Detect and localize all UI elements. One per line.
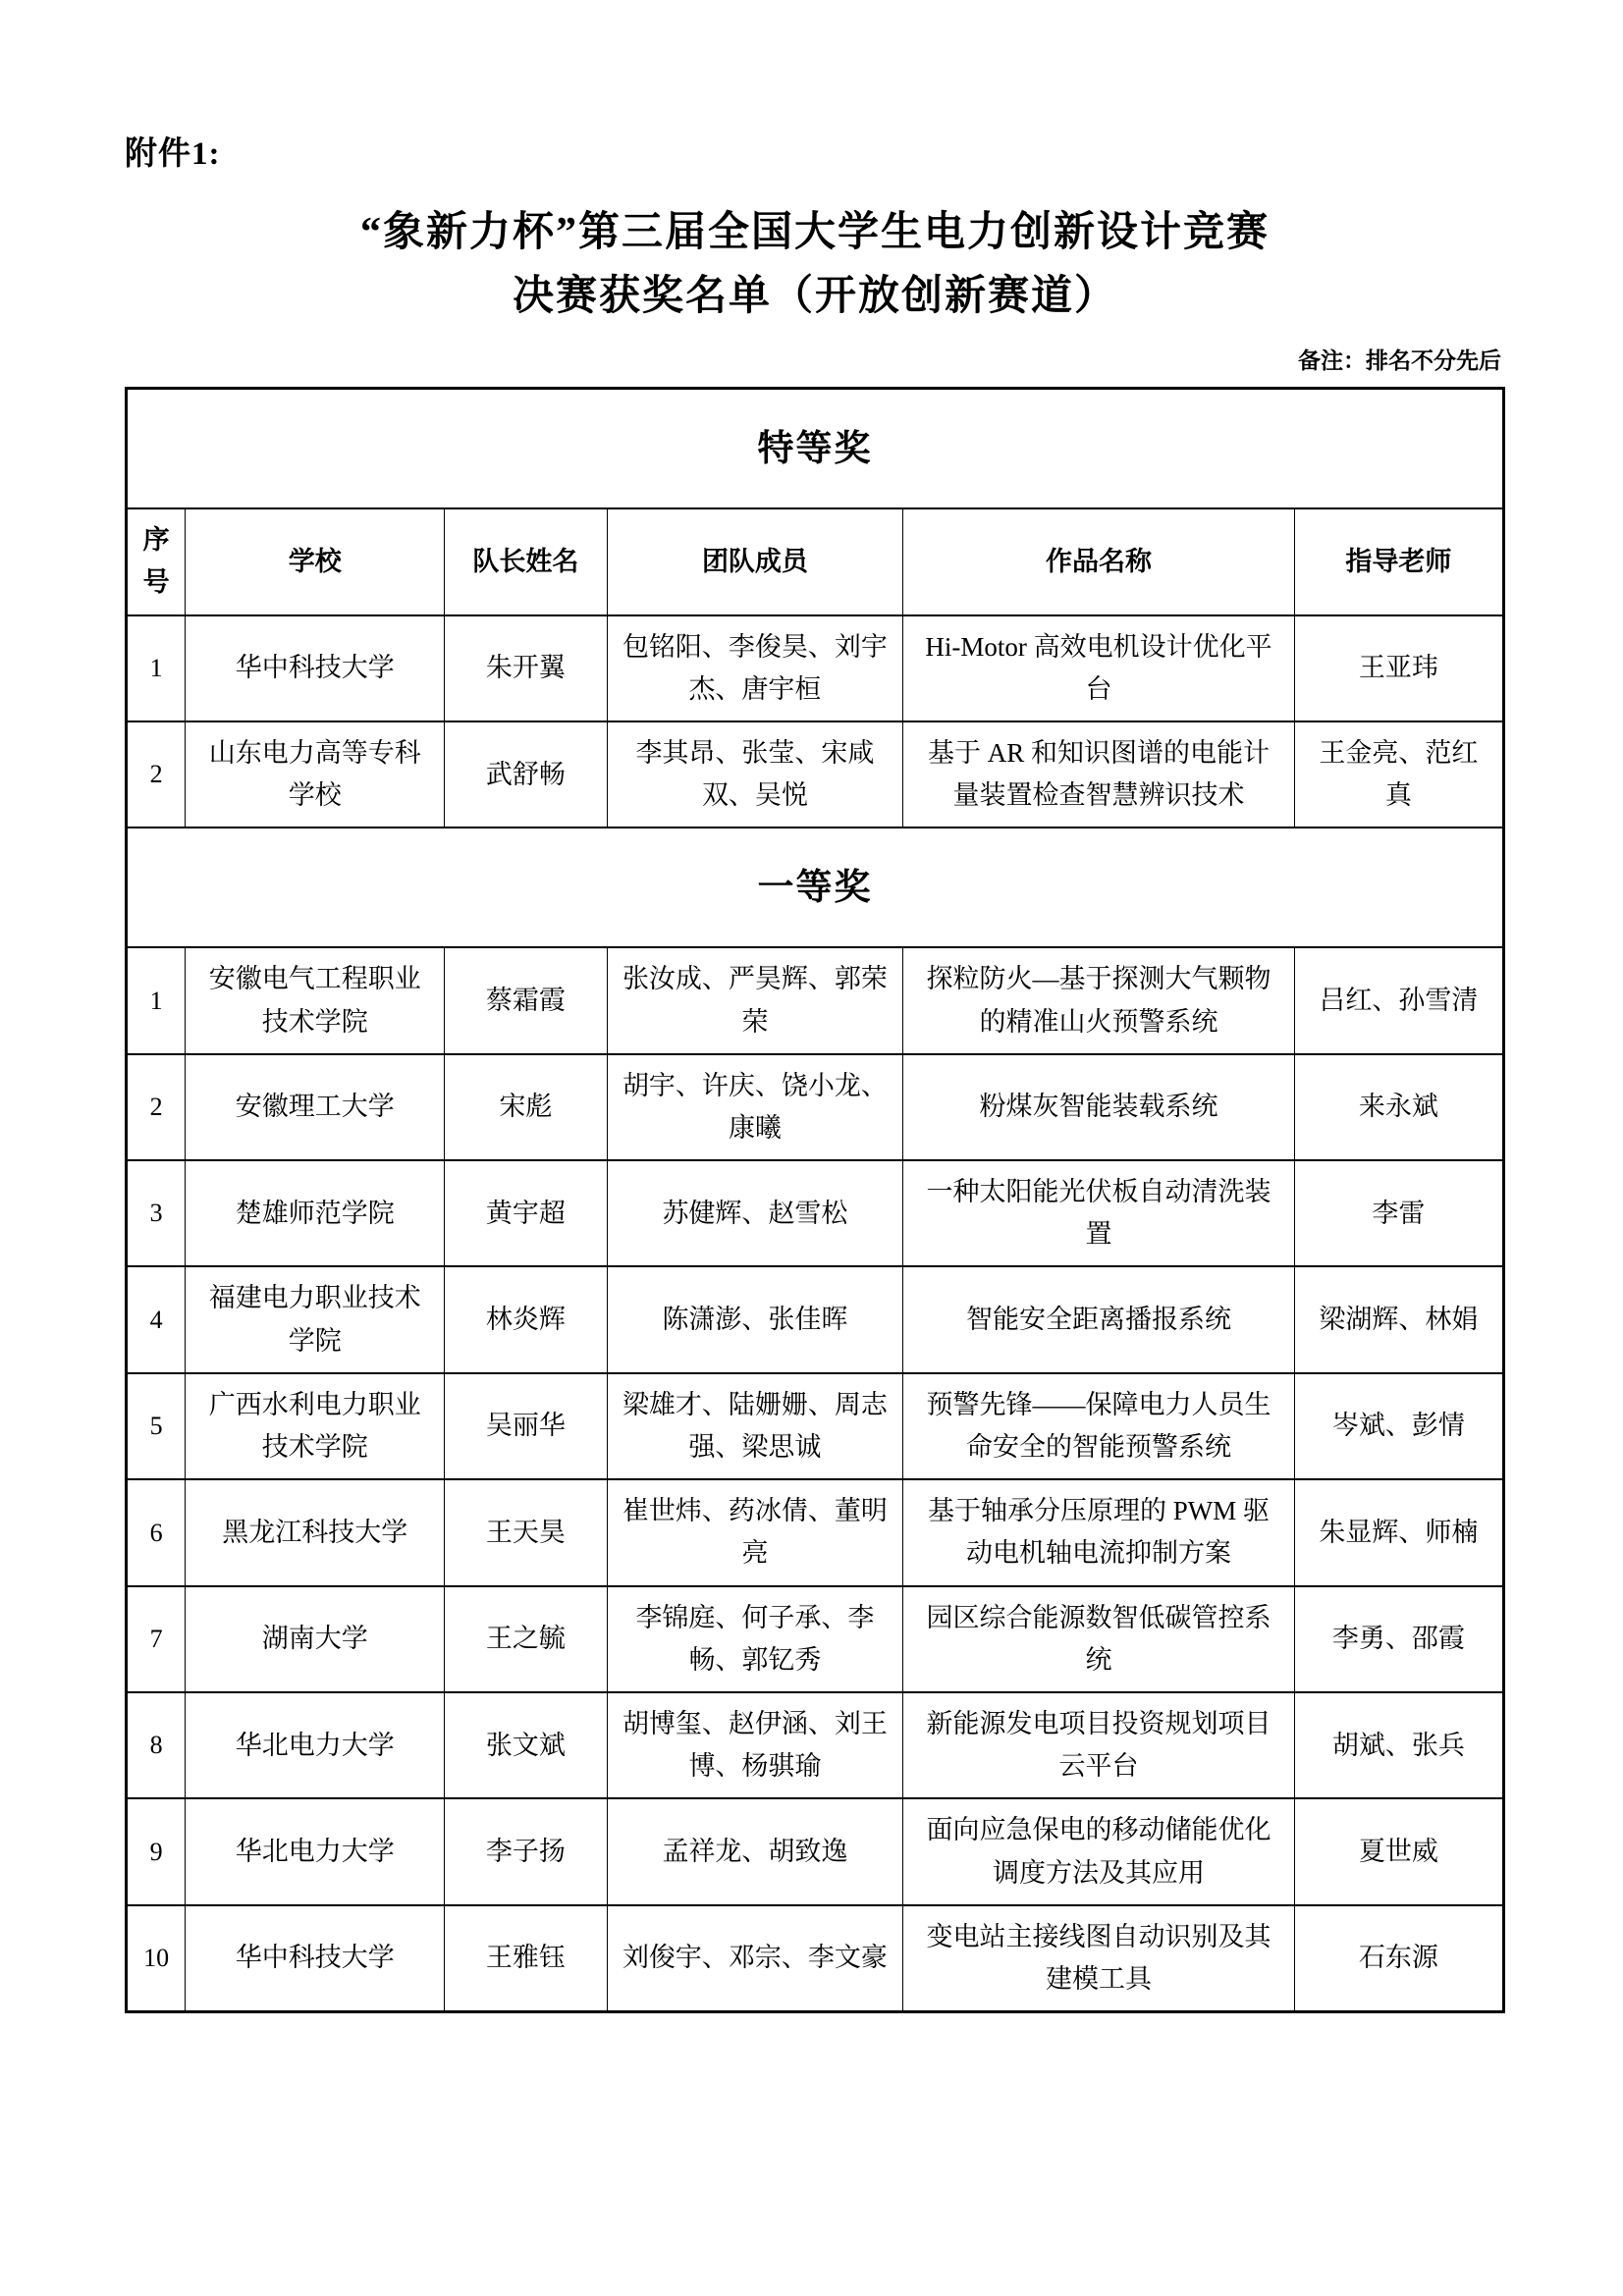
cell-school: 华中科技大学 <box>186 615 445 721</box>
cell-advisor: 梁湖辉、林娟 <box>1294 1266 1503 1372</box>
cell-no: 8 <box>127 1692 186 1798</box>
cell-advisor: 朱显辉、师楠 <box>1294 1479 1503 1585</box>
cell-leader: 张文斌 <box>445 1692 608 1798</box>
cell-members: 崔世炜、药冰倩、董明亮 <box>607 1479 903 1585</box>
cell-leader: 王天昊 <box>445 1479 608 1585</box>
column-header-advisor: 指导老师 <box>1294 508 1503 614</box>
document-title <box>125 201 1505 329</box>
table-row <box>127 1373 1504 1479</box>
cell-members: 刘俊宇、邓宗、李文豪 <box>607 1905 903 2012</box>
cell-no: 5 <box>127 1373 186 1479</box>
cell-leader: 宋彪 <box>445 1054 608 1160</box>
cell-members: 孟祥龙、胡致逸 <box>607 1798 903 1904</box>
cell-no: 4 <box>127 1266 186 1372</box>
cell-school: 华北电力大学 <box>186 1692 445 1798</box>
cell-advisor: 来永斌 <box>1294 1054 1503 1160</box>
table-row <box>127 1266 1504 1372</box>
cell-school: 广西水利电力职业技术学院 <box>186 1373 445 1479</box>
document-page <box>125 0 1505 2013</box>
cell-work: 预警先锋——保障电力人员生命安全的智能预警系统 <box>903 1373 1294 1479</box>
cell-leader: 李子扬 <box>445 1798 608 1904</box>
document-title-line1: “象新力杯”第三届全国大学生电力创新设计竞赛 <box>359 210 1270 255</box>
cell-school: 湖南大学 <box>186 1586 445 1692</box>
column-header-members: 团队成员 <box>607 508 903 614</box>
column-header-school: 学校 <box>186 508 445 614</box>
cell-work: 粉煤灰智能装载系统 <box>903 1054 1294 1160</box>
section-title: 一等奖 <box>127 828 1504 947</box>
cell-leader: 武舒畅 <box>445 721 608 828</box>
table-row <box>127 615 1504 721</box>
cell-work: 智能安全距离播报系统 <box>903 1266 1294 1372</box>
table-row <box>127 721 1504 828</box>
cell-work: 新能源发电项目投资规划项目云平台 <box>903 1692 1294 1798</box>
cell-leader: 黄宇超 <box>445 1160 608 1266</box>
cell-members: 胡宇、许庆、饶小龙、康曦 <box>607 1054 903 1160</box>
column-header-no: 序号 <box>127 508 186 614</box>
cell-members: 李其昂、张莹、宋咸双、吴悦 <box>607 721 903 828</box>
cell-advisor: 胡斌、张兵 <box>1294 1692 1503 1798</box>
awards-table <box>125 387 1505 2013</box>
cell-no: 2 <box>127 1054 186 1160</box>
cell-school: 福建电力职业技术学院 <box>186 1266 445 1372</box>
cell-no: 1 <box>127 615 186 721</box>
cell-no: 7 <box>127 1586 186 1692</box>
cell-no: 10 <box>127 1905 186 2012</box>
ranking-note: 备注：排名不分先后 <box>1298 348 1501 374</box>
cell-school: 黑龙江科技大学 <box>186 1479 445 1585</box>
cell-advisor: 石东源 <box>1294 1905 1503 2012</box>
cell-work: 变电站主接线图自动识别及其建模工具 <box>903 1905 1294 2012</box>
section-row <box>127 828 1504 947</box>
cell-members: 包铭阳、李俊昊、刘宇杰、唐宇桓 <box>607 615 903 721</box>
cell-leader: 王雅钰 <box>445 1905 608 2012</box>
table-row <box>127 1586 1504 1692</box>
cell-school: 山东电力高等专科学校 <box>186 721 445 828</box>
column-header-row <box>127 508 1504 614</box>
cell-no: 1 <box>127 947 186 1053</box>
cell-advisor: 李勇、邵霞 <box>1294 1586 1503 1692</box>
cell-members: 胡博玺、赵伊涵、刘王博、杨骐瑜 <box>607 1692 903 1798</box>
cell-school: 华北电力大学 <box>186 1798 445 1904</box>
cell-members: 苏健辉、赵雪松 <box>607 1160 903 1266</box>
cell-no: 2 <box>127 721 186 828</box>
cell-leader: 王之毓 <box>445 1586 608 1692</box>
table-row <box>127 947 1504 1053</box>
cell-advisor: 夏世威 <box>1294 1798 1503 1904</box>
table-row <box>127 1160 1504 1266</box>
table-row <box>127 1479 1504 1585</box>
cell-advisor: 王亚玮 <box>1294 615 1503 721</box>
cell-members: 陈潇澎、张佳晖 <box>607 1266 903 1372</box>
cell-leader: 吴丽华 <box>445 1373 608 1479</box>
cell-advisor: 岑斌、彭情 <box>1294 1373 1503 1479</box>
attachment-label: 附件1: <box>125 136 221 172</box>
cell-members: 张汝成、严昊辉、郭荣荣 <box>607 947 903 1053</box>
cell-work: 基于 AR 和知识图谱的电能计量装置检查智慧辨识技术 <box>903 721 1294 828</box>
cell-school: 安徽电气工程职业技术学院 <box>186 947 445 1053</box>
cell-no: 9 <box>127 1798 186 1904</box>
cell-school: 安徽理工大学 <box>186 1054 445 1160</box>
column-header-work: 作品名称 <box>903 508 1294 614</box>
cell-advisor: 吕红、孙雪清 <box>1294 947 1503 1053</box>
section-title: 特等奖 <box>127 389 1504 509</box>
column-header-leader: 队长姓名 <box>445 508 608 614</box>
document-title-line2: 决赛获奖名单（开放创新赛道） <box>512 274 1117 320</box>
table-row <box>127 1054 1504 1160</box>
cell-school: 楚雄师范学院 <box>186 1160 445 1266</box>
table-row <box>127 1692 1504 1798</box>
cell-no: 6 <box>127 1479 186 1585</box>
table-row <box>127 1798 1504 1904</box>
cell-school: 华中科技大学 <box>186 1905 445 2012</box>
cell-no: 3 <box>127 1160 186 1266</box>
cell-work: 园区综合能源数智低碳管控系统 <box>903 1586 1294 1692</box>
cell-work: 面向应急保电的移动储能优化调度方法及其应用 <box>903 1798 1294 1904</box>
cell-advisor: 李雷 <box>1294 1160 1503 1266</box>
cell-work: Hi-Motor 高效电机设计优化平台 <box>903 615 1294 721</box>
cell-work: 一种太阳能光伏板自动清洗装置 <box>903 1160 1294 1266</box>
cell-advisor: 王金亮、范红真 <box>1294 721 1503 828</box>
cell-leader: 林炎辉 <box>445 1266 608 1372</box>
section-row <box>127 389 1504 509</box>
cell-leader: 朱开翼 <box>445 615 608 721</box>
cell-members: 李锦庭、何子承、李畅、郭钇秀 <box>607 1586 903 1692</box>
cell-work: 基于轴承分压原理的 PWM 驱动电机轴电流抑制方案 <box>903 1479 1294 1585</box>
cell-leader: 蔡霜霞 <box>445 947 608 1053</box>
cell-work: 探粒防火—基于探测大气颗物的精准山火预警系统 <box>903 947 1294 1053</box>
table-row <box>127 1905 1504 2012</box>
cell-members: 梁雄才、陆姗姗、周志强、梁思诚 <box>607 1373 903 1479</box>
